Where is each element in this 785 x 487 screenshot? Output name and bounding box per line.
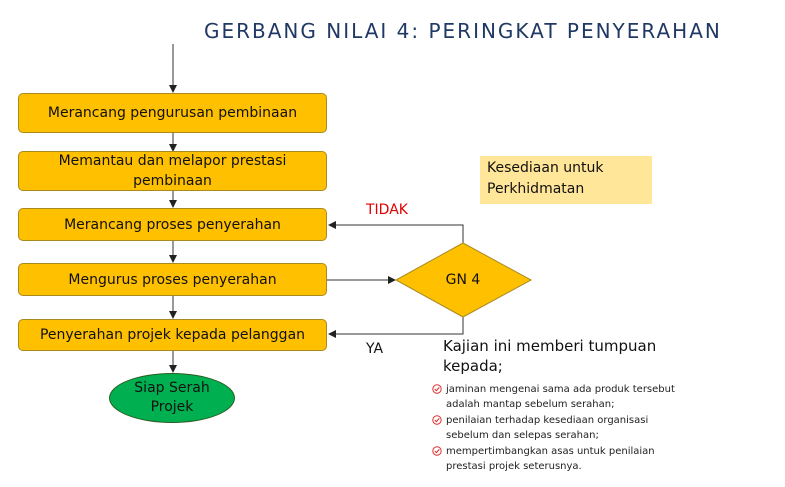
no-label: TIDAK: [366, 202, 408, 218]
review-heading: Kajian ini memberi tumpuan kepada;: [443, 337, 657, 375]
check-circle-icon: [432, 446, 442, 456]
check-circle-icon: [432, 384, 442, 394]
review-item-text: jaminan mengenai sama ada produk tersebut adalah mantap sebelum serahan;: [446, 384, 675, 410]
step-monitor-report: Memantau dan melapor prestasi pembinaan: [18, 151, 327, 191]
arrow-gate-tidak: [329, 225, 463, 243]
terminal-line2: Projek: [150, 399, 194, 415]
step-manage-handover: Mengurus proses penyerahan: [18, 263, 327, 296]
list-item: [432, 413, 682, 443]
page-title: GERBANG NILAI 4: PERINGKAT PENYERAHAN: [204, 19, 722, 43]
list-item: [432, 444, 682, 474]
arrow-gate-ya: [329, 317, 463, 334]
decision-label: GN 4: [445, 272, 481, 288]
check-circle-icon: [432, 415, 442, 425]
readiness-box: Kesediaan untuk Perkhidmatan: [480, 156, 652, 204]
terminal-ellipse: [109, 373, 235, 423]
review-item-text: penilaian terhadap kesediaan organisasi sebelum dan selepas serahan;: [446, 415, 649, 441]
terminal-line1: Siap Serah: [134, 380, 210, 396]
list-item: [432, 382, 682, 412]
review-list: [432, 382, 682, 474]
yes-label: YA: [366, 341, 384, 357]
step-plan-construction: Merancang pengurusan pembinaan: [18, 93, 327, 133]
step-handover-to-client: Penyerahan projek kepada pelanggan: [18, 319, 327, 351]
review-item-text: mempertimbangkan asas untuk penilaian prestasi projek seterusnya.: [446, 446, 655, 472]
step-plan-handover: Merancang proses penyerahan: [18, 208, 327, 241]
review-panel: [432, 336, 682, 475]
